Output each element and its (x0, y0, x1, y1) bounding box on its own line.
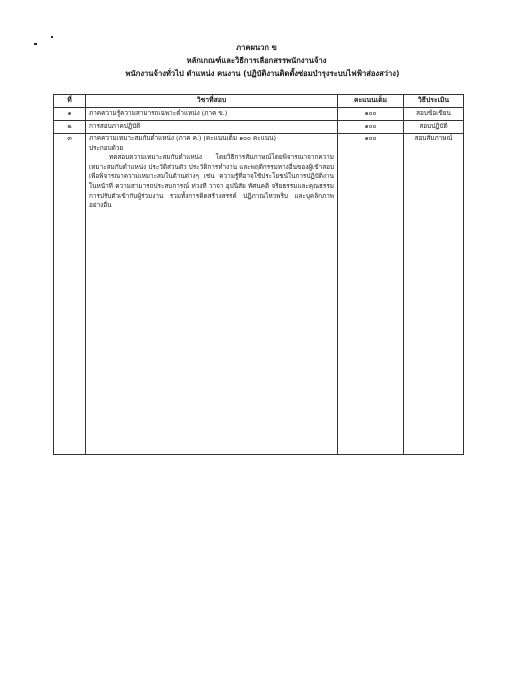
table-header-row (54, 95, 464, 108)
row-method: สอบข้อเขียน (404, 108, 464, 121)
header-score: คะแนนเต็ม (338, 95, 404, 108)
row-subject-cell (86, 134, 338, 455)
header-subject: วิชาที่สอบ (86, 95, 338, 108)
table-row (54, 108, 464, 121)
exam-criteria-table (53, 94, 464, 455)
appendix-title: ภาคผนวก ข (236, 43, 277, 52)
row-subject: ภาคความรู้ความสามารถเฉพาะตำแหน่ง (ภาค ข.) (86, 108, 338, 121)
table-row (54, 134, 464, 455)
scan-speck (51, 36, 53, 38)
header-method: วิธีประเมิน (404, 95, 464, 108)
row-method: สอบสัมภาษณ์ (404, 134, 464, 455)
row-subject: การสอบภาคปฏิบัติ (86, 121, 338, 134)
row-subject: ภาคความเหมาะสมกับตำแหน่ง (ภาค ค.) (คะแนนเต็ม ๑๐๐ คะแนน) (89, 134, 277, 142)
row-score: ๑๐๐ (338, 134, 404, 455)
row-score: ๑๐๐ (338, 108, 404, 121)
row-subject-detail: ทดสอบความเหมาะสมกับตำแหน่ง โดยวิธีการสัมภาษณ์โดยพิจารณาจากความเหมาะสมกับตำแหน่ง ประวัติส่วนตัว ประวัติการทำงาน และพฤติกรรมทางอื่นของผู้เข้าสอบ เพื่อพิจารณาความเหมาะสมในด้านต่างๆ เช่น ความรู้ที่อาจใช้ประโยชน์ในการปฏิบัติงานในหน้าที่ ความสามารถประสบการณ์ ท่วงที วาจา อุปนิสัย ทัศนคติ จริยธรรมและคุณธรรม การปรับตัวเข้ากับผู้ร่วมงาน รวมทั้งการคิดสร้างสรรค์ ปฏิภาณไหวพริบ และบุคลิกภาพอย่างอื่น (89, 153, 334, 210)
row-number: ๑ (54, 108, 86, 121)
row-number: ๒ (54, 121, 86, 134)
table-row (54, 121, 464, 134)
row-subject-intro: ประกอบด้วย (89, 143, 124, 152)
row-method: สอบปฏิบัติ (404, 121, 464, 134)
header-no: ที่ (54, 95, 86, 108)
row-score: ๑๐๐ (338, 121, 404, 134)
position-line: พนักงานจ้างทั่วไป ตำแหน่ง คนงาน (ปฏิบัติงานติดตั้งซ่อมบำรุงระบบไฟฟ้าส่องสว่าง) (125, 69, 400, 78)
row-number: ๓ (54, 134, 86, 455)
document-subtitle: หลักเกณฑ์และวิธีการเลือกสรรพนักงานจ้าง (186, 56, 327, 65)
